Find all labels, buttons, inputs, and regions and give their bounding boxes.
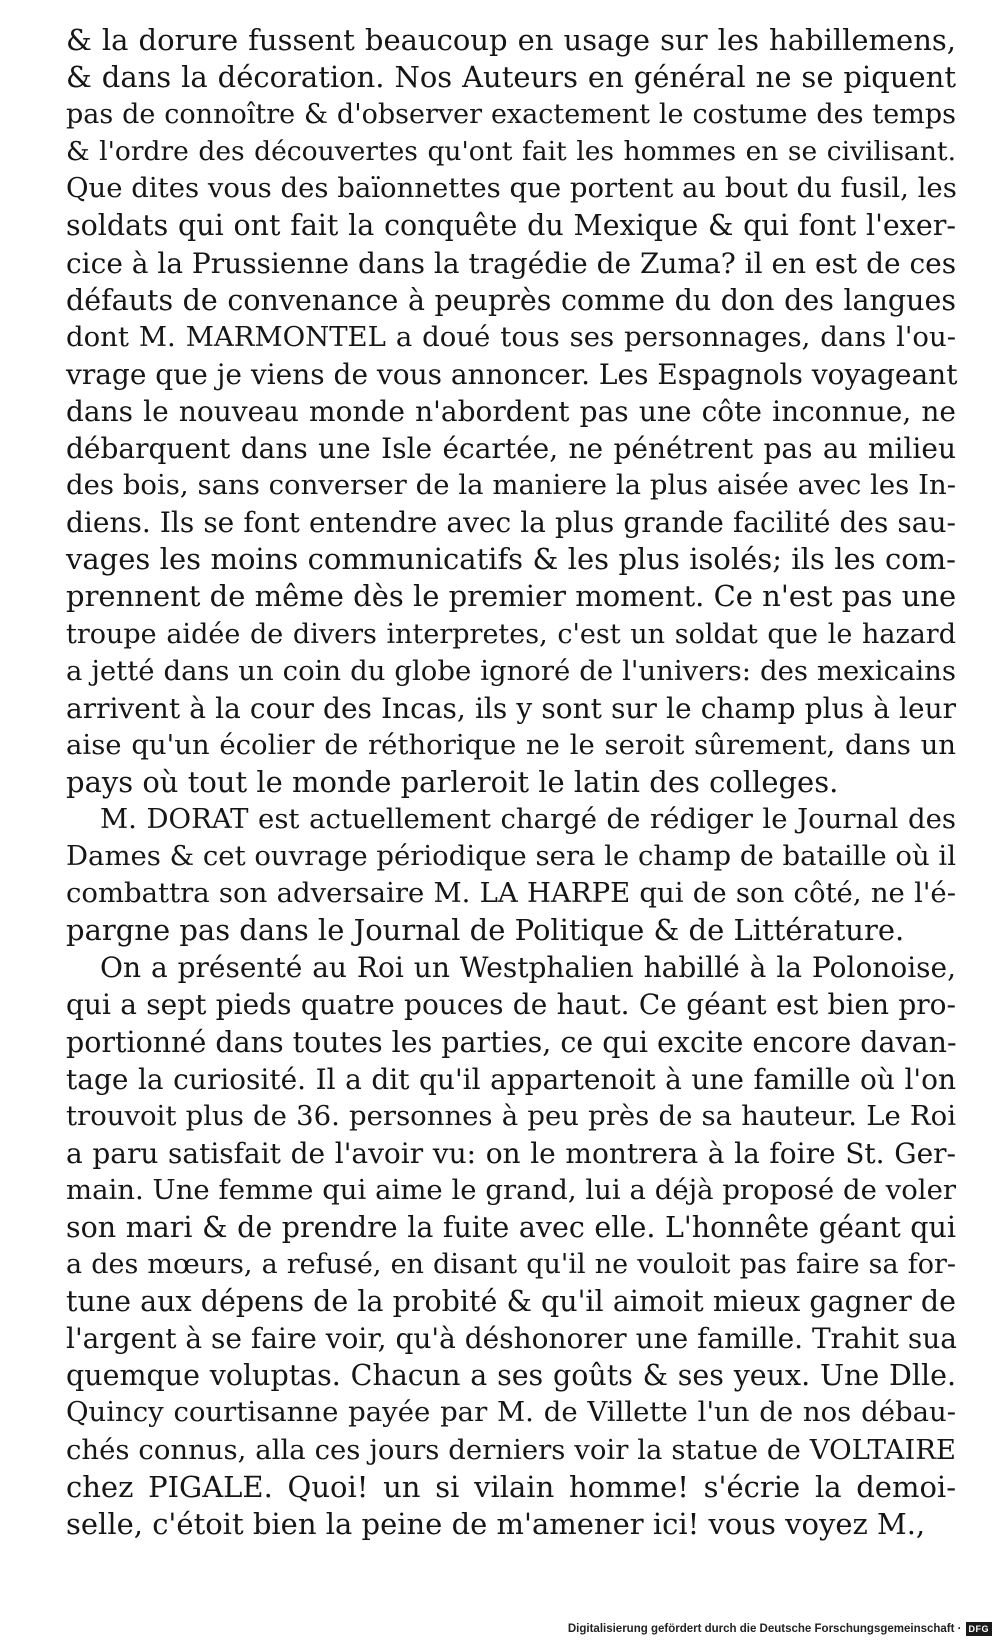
text-line: diens. Ils se font entendre avec la plus grande facilité des sau- [66,506,956,540]
text-line: pargne pas dans le Journal de Politique & de Littérature. [66,913,905,948]
text-line: vrage que je viens de vous annoncer. Les Espagnols voyageant [66,357,958,391]
text-line: trouvoit plus de 36. personnes à peu près de sa hauteur. Le Roi [66,1099,956,1132]
text-line: Quincy courtisanne payée par M. de Villette l'un de nos débau- [66,1396,956,1429]
text-line: arrivent à la cour des Incas, ils y sont sur le champ plus à leur [66,691,956,725]
text-line: & la dorure fussent beaucoup en usage sur les habillemens, [66,23,956,57]
text-line: débarquent dans une Isle écartée, ne pénétrent pas au milieu [66,432,956,466]
text-line: son mari & de prendre la fuite avec elle. L'honnête géant qui [66,1211,956,1244]
text-line: pas de connoître & d'observer exactement le costume des temps [66,99,956,131]
text-line: prennent de même dès le premier moment. Ce n'est pas une [66,579,957,614]
text-line: a des mœurs, a refusé, en disant qu'il ne vouloit pas faire sa for- [66,1249,956,1281]
text-line: chés connus, alla ces jours derniers voir la statue de VOLTAIRE [66,1433,956,1466]
text-line: défauts de convenance à peuprès comme du don des langues [66,283,956,317]
dfg-logo-icon: DFG [966,1622,993,1636]
text-line: & dans la décoration. Nos Auteurs en général ne se piquent [66,60,956,95]
text-line: a jetté dans un coin du globe ignoré de l'univers: des mexicains [66,654,956,687]
text-line: combattra son adversaire M. LA HARPE qui de son côté, ne l'é- [66,877,956,910]
text-line: pays où tout le monde parleroit le latin des colleges. [66,764,839,799]
text-line: qui a sept pieds quatre pouces de haut. Ce géant est bien pro- [66,988,956,1022]
text-line: cice à la Prussienne dans la tragédie de Zuma? il en est de ces [66,246,957,280]
text-line: M. DORAT est actuellement chargé de rédiger le Journal des [100,802,956,835]
text-line: soldats qui ont fait la conquête du Mexique & qui font l'exer- [66,209,956,243]
credit-text: Digitalisierung gefördert durch die Deutsche Forschungsgemeinschaft · [567,1623,962,1635]
text-line: main. Une femme qui aime le grand, lui a déjà proposé de voler [66,1173,956,1206]
text-line: dont M. MARMONTEL a doué tous ses personnages, dans l'ou- [66,320,956,353]
text-line: tune aux dépens de la probité & qu'il aimoit mieux gagner de [66,1285,956,1319]
text-line: portionné dans toutes les parties, ce qui excite encore davan- [66,1025,957,1059]
text-line: Que dites vous des baïonnettes que portent au bout du fusil, les [66,172,957,205]
text-line: selle, c'étoit bien la peine de m'amener ici! vous voyez M., [66,1506,926,1541]
text-line: On a présenté au Roi un Westphalien habillé à la Polonoise, [100,951,956,985]
text-line: vages les moins communicatifs & les plus isolés; ils les com- [66,542,956,577]
body-text [66,22,956,1543]
text-line: chez PIGALE. Quoi! un si vilain homme! s'écrie la demoi- [66,1469,956,1504]
text-line: & l'ordre des découvertes qu'ont fait les hommes en se civilisant. [66,136,956,168]
text-line: des bois, sans converser de la maniere la plus aisée avec les In- [66,469,956,502]
text-line: Dames & cet ouvrage périodique sera le champ de bataille où il [66,840,956,873]
text-line: a paru satisfait de l'avoir vu: on le montrera à la foire St. Ger- [66,1136,956,1170]
text-line: tage la curiosité. Il a dit qu'il appartenoit à une famille où l'on [66,1062,956,1096]
text-line: troupe aidée de divers interpretes, c'est un soldat que le hazard [66,618,956,650]
text-line: dans le nouveau monde n'abordent pas une côte inconnue, ne [66,394,956,428]
text-line: l'argent à se faire voir, qu'à déshonorer une famille. Trahit sua [66,1322,957,1356]
digitization-credit [568,1620,992,1638]
text-line: quemque voluptas. Chacun a ses goûts & ses yeux. Une Dlle. [66,1359,956,1393]
text-line: aise qu'un écolier de réthorique ne le seroit sûrement, dans un [66,728,956,761]
